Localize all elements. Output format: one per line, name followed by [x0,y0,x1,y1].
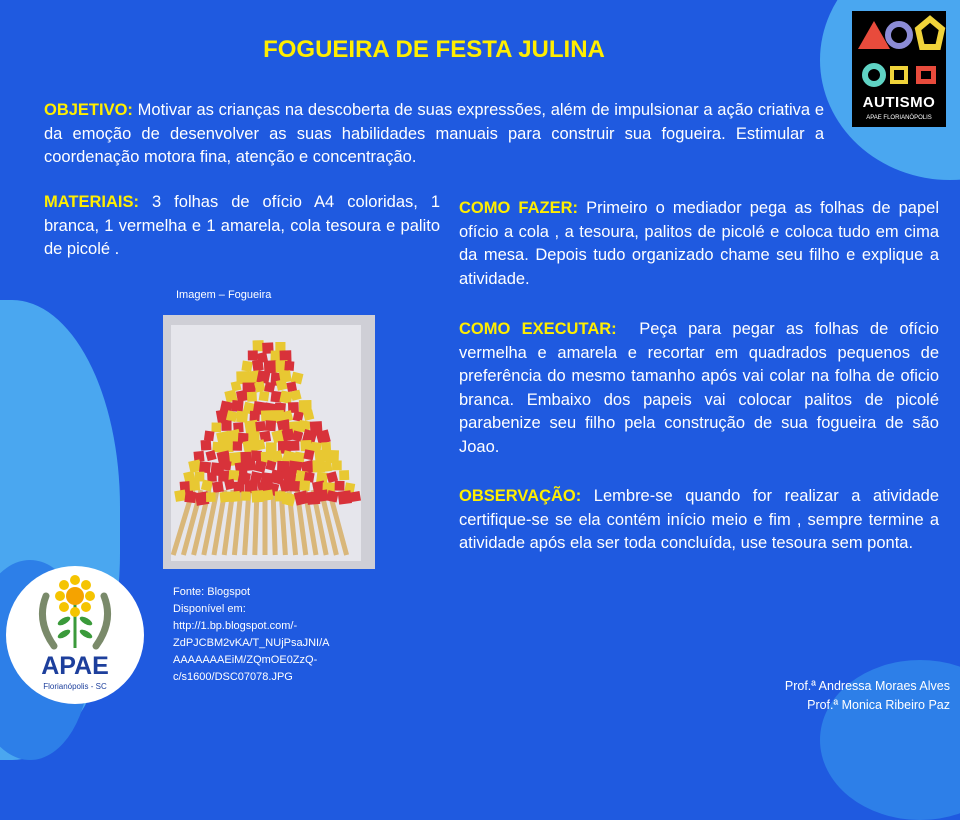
apae-flower-hands-icon [6,566,144,656]
objetivo-text: Motivar as crianças na descoberta de suas expressões, além de impulsionar a ação criativa e da emoção de desenvolver as suas habilidades manuais para construir sua fogueira. Estimular a coordenação motora fina, atenção e concentração. [44,101,824,166]
paper-square [338,490,352,504]
image-caption: Imagem – Fogueira [176,289,272,301]
como-executar-text: Peça para pegar as folhas de ofício vermelha e amarela e recortar em quadrados pequenos de preferência do mesmo tamanho após vai colar na folha de oficio branca. Embaixo dos papeis vai colocar palitos de picolé parabenize seu filho pela construção de sua fogueira de são Joao. [459,320,944,456]
paper-square [293,411,304,422]
source-line: c/s1600/DSC07078.JPG [173,671,293,683]
paper-square [248,350,258,360]
paper-square [247,392,257,402]
paper-square [289,441,299,451]
paper-square [206,492,216,502]
paper-square [204,431,215,442]
paper-square [254,439,265,450]
paper-square [276,379,288,391]
paper-square [255,421,266,432]
paper-square [251,490,263,502]
paper-square [189,480,200,491]
observacao-label: OBSERVAÇÃO: [459,487,582,505]
source-line: ZdPJCBM2vKA/T_NUjPsaJNI/A [173,637,330,649]
objetivo-section [44,99,824,170]
paper-square [251,450,262,461]
autismo-logo-name: AUTISMO [862,94,936,111]
apae-logo-name: APAE [41,652,109,680]
como-fazer-section [459,197,939,291]
autismo-logo [852,11,946,127]
paper-square [231,381,242,392]
apae-logo-sub: Florianópolis - SC [43,682,107,691]
paper-square [332,460,342,470]
paper-square [233,441,242,450]
source-line: http://1.bp.blogspot.com/- [173,620,298,632]
paper-square [303,449,314,460]
source-line: Fonte: Blogspot [173,586,251,598]
paper-square [253,340,264,351]
autismo-shapes-icon [852,11,946,95]
paper-square [350,491,361,502]
popsicle-stick [273,490,275,555]
source-line: Disponível em: [173,603,246,615]
paper-square [250,411,260,421]
autismo-logo-sub: APAE FLORIANÓPOLIS [866,115,932,121]
observacao-text: Lembre-se quando for realizar a atividade certifique-se se ela contém início meio e fim , sempre termine a atividade após ela ser toda concluída, use tesoura sem ponta. [459,487,939,552]
paper-square [184,491,196,503]
paper-square [252,359,264,371]
materiais-text: 3 folhas de ofício A4 coloridas, 1 branca, 1 vermelha e 1 amarela, cola tesoura e palito de picolé . [44,193,440,258]
como-fazer-label: COMO FAZER: [459,199,578,217]
paper-square [201,440,212,451]
paper-square [211,422,221,432]
materiais-label: MATERIAIS: [44,193,140,211]
paper-square [241,491,250,500]
observacao-section [459,485,939,556]
como-fazer-text: Primeiro o mediador pega as folhas de papel ofício a cola , a tesoura, palitos de picolé e coloca tudo em cima da mesa. Depois tudo organizado chame seu filho e explique a atividade. [459,199,939,288]
page-title: FOGUEIRA DE FESTA JULINA [263,36,605,63]
paper-square [228,470,239,481]
paper-square [218,470,229,481]
paper-square [326,490,338,502]
paper-square [286,381,297,392]
paper-square [232,400,244,412]
paper-square [321,460,333,472]
paper-square [266,442,277,453]
author-name: Prof.ª Monica Ribeiro Paz [807,698,950,712]
como-executar-section [459,318,944,459]
paper-square [221,421,231,431]
paper-square [290,481,301,492]
paper-square [220,492,231,503]
source-credit [173,584,353,686]
paper-square [221,460,231,470]
como-executar-label: COMO EXECUTAR: [459,320,617,338]
paper-square [245,460,255,470]
paper-square [241,361,252,372]
paper-square [259,391,270,402]
paper-square [261,410,272,421]
paper-square [199,461,211,473]
paper-square [284,361,294,371]
objetivo-label: OBJETIVO: [44,101,133,119]
source-line: AAAAAAAEiM/ZQmOE0ZzQ- [173,654,318,666]
author-name: Prof.ª Andressa Moraes Alves [784,679,950,693]
paper-square [207,472,217,482]
paper-square [335,481,345,491]
paper-square [236,390,248,402]
paper-square [299,480,310,491]
paper-square [262,489,273,500]
paper-square [212,481,224,493]
materiais-section [44,191,440,262]
paper-square [265,420,276,431]
bonfire-craft-photo [163,315,375,569]
paper-square [339,470,349,480]
apae-logo [6,566,144,704]
paper-square [195,472,205,482]
paper-square [229,491,240,502]
paper-square [236,411,248,423]
